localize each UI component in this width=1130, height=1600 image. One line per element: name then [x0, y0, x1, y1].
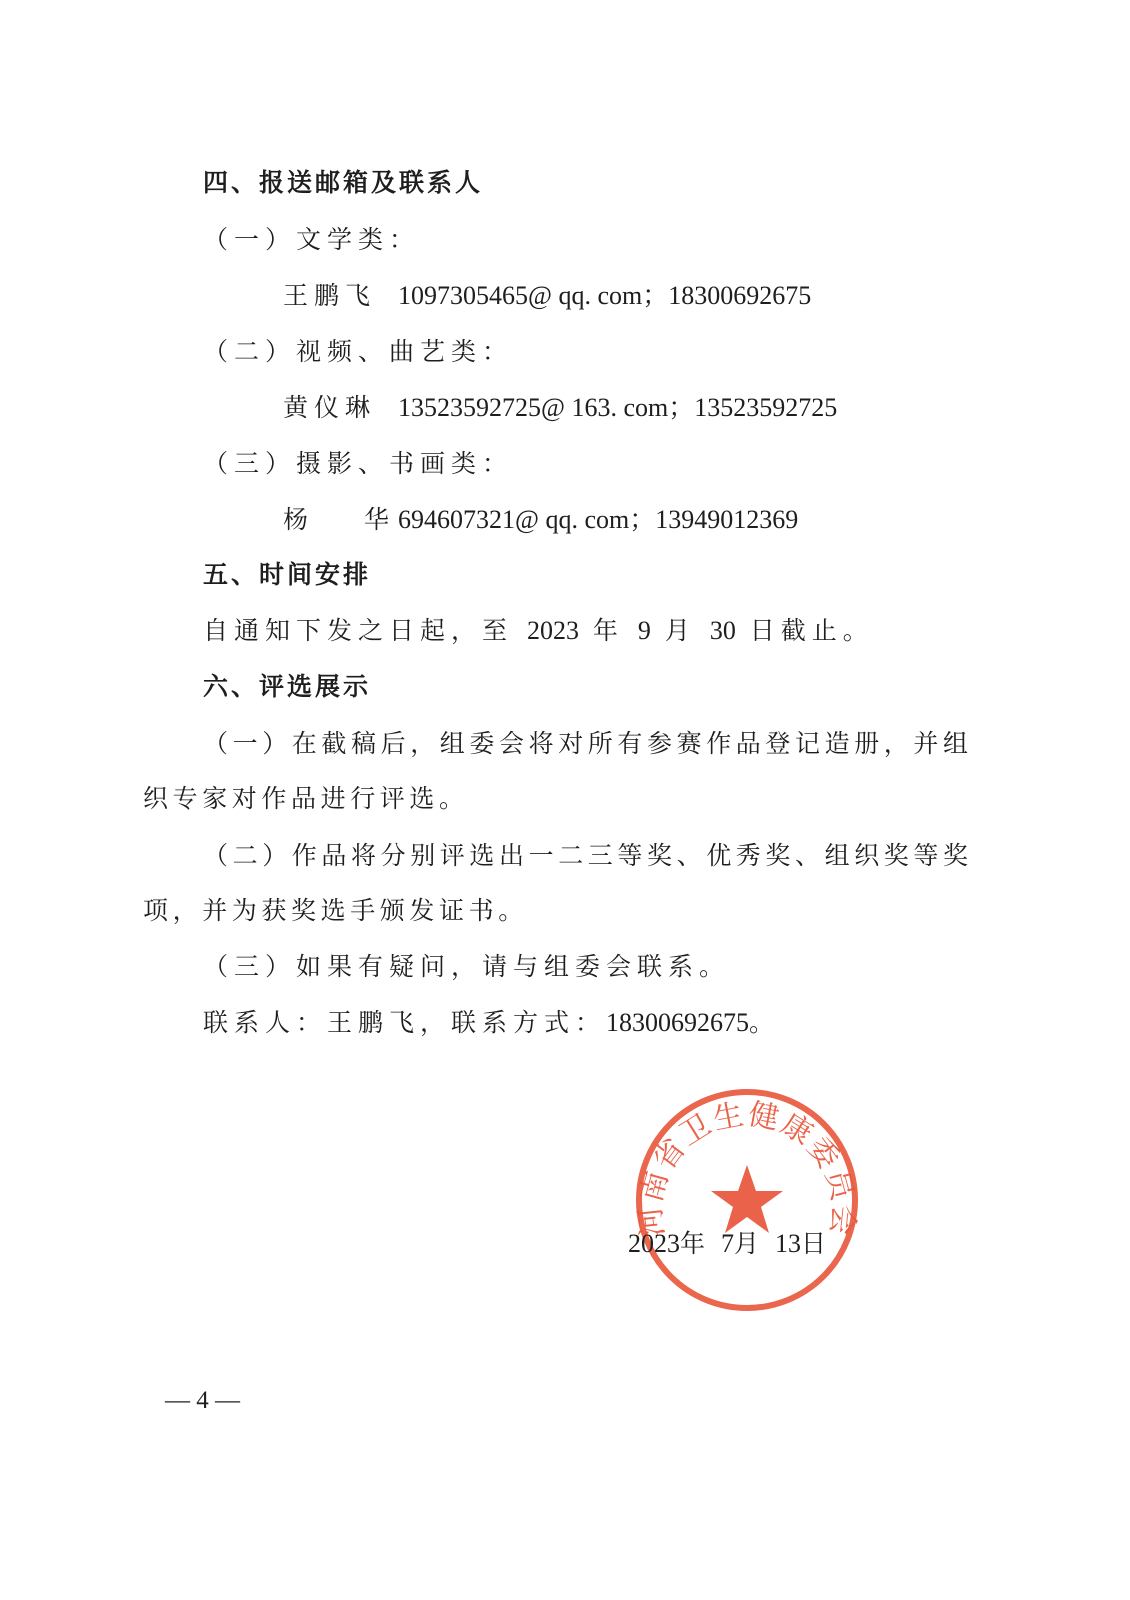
contact-line	[203, 1007, 780, 1039]
contact-line-label: 联系人：王鹏飞，联系方式：	[203, 1008, 607, 1037]
deadline-month-unit: 月	[664, 616, 696, 645]
date-day-unit: 日	[800, 1229, 830, 1258]
contact-literature	[283, 280, 811, 312]
section6-heading: 六、评选展示	[203, 672, 372, 701]
date-day: 13	[774, 1229, 801, 1258]
contact-name: 黄仪琳	[283, 393, 377, 422]
seal-star	[711, 1165, 783, 1233]
deadline-year-unit: 年	[592, 616, 624, 645]
deadline-day-unit: 日截止。	[749, 616, 874, 645]
deadline-month: 9	[637, 616, 651, 645]
official-seal-icon	[632, 1085, 862, 1315]
contact-name: 王鹏飞	[283, 281, 377, 310]
page-number: — 4 —	[165, 1387, 240, 1414]
review-item1-line1: （一）在截稿后，组委会将对所有参赛作品登记造册，并组	[203, 729, 973, 758]
seal-text: 河南省卫生健康委员会	[632, 1096, 862, 1239]
contact-detail: 1097305465@ qq. com；18300692675	[398, 281, 812, 310]
date-month: 7	[720, 1229, 734, 1258]
date-month-unit: 月	[733, 1229, 763, 1258]
category-video-label: （二）视频、曲艺类：	[203, 337, 514, 366]
contact-line-phone: 18300692675	[606, 1008, 750, 1037]
deadline-day: 30	[709, 616, 736, 645]
review-item2-line1: （二）作品将分别评选出一二三等奖、优秀奖、组织奖等奖	[203, 841, 973, 870]
section4-heading: 四、报送邮箱及联系人	[203, 168, 484, 197]
date-year-unit: 年	[680, 1229, 710, 1258]
review-item1-line2: 织专家对作品进行评选。	[143, 784, 469, 813]
deadline-text: 自通知下发之日起，至	[203, 616, 514, 645]
contact-name: 杨 华	[283, 505, 413, 534]
contact-video	[283, 392, 837, 424]
contact-line-end: 。	[749, 1008, 781, 1037]
signing-date	[628, 1228, 830, 1260]
date-year: 2023	[628, 1229, 680, 1258]
contact-detail: 13523592725@ 163. com；13523592725	[398, 393, 838, 422]
deadline-paragraph	[203, 615, 874, 647]
category-photo-label: （三）摄影、书画类：	[203, 449, 514, 478]
section5-heading: 五、时间安排	[203, 560, 372, 589]
deadline-year: 2023	[526, 616, 579, 645]
review-item2-line2: 项，并为获奖选手颁发证书。	[143, 896, 528, 925]
contact-photo	[283, 504, 798, 536]
category-literature-label: （一）文学类：	[203, 225, 421, 254]
contact-detail: 694607321@ qq. com；13949012369	[398, 505, 799, 534]
review-item3: （三）如果有疑问，请与组委会联系。	[203, 952, 731, 981]
